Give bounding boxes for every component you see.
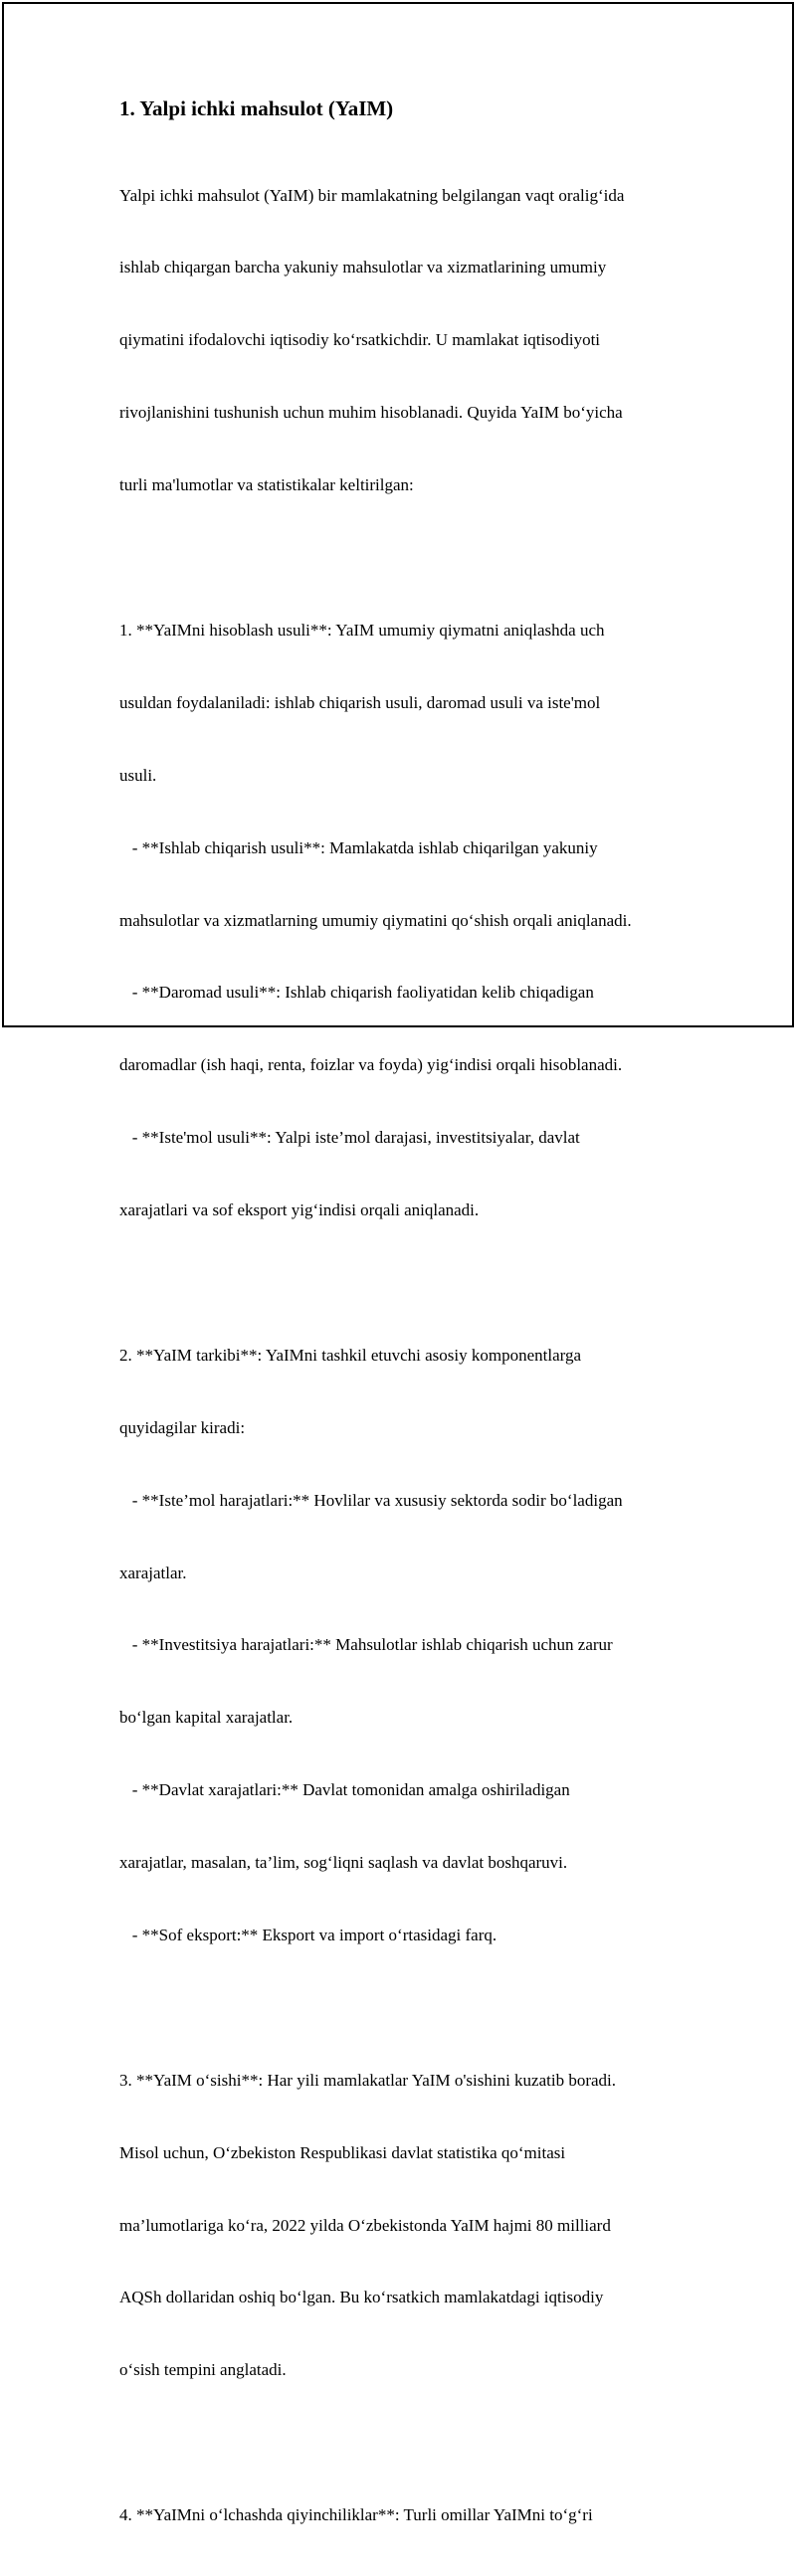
text-line: - **Ishlab chiqarish usuli**: Mamlakatda ishlab chiqarilgan yakuniy (119, 837, 598, 857)
blank-line (119, 2431, 687, 2455)
text-line: quyidagilar kiradi: (119, 1417, 246, 1437)
text-line: mahsulotlar va xizmatlarning umumiy qiymatini qo‘shish orqali aniqlanadi. (119, 910, 632, 930)
text-line: 3. **YaIM o‘sishi**: Har yili mamlakatlar YaIM o'sishini kuzatib boradi. (119, 2070, 617, 2090)
text-line: Yalpi ichki mahsulot (YaIM) bir mamlakatning belgilangan vaqt oralig‘ida (119, 185, 625, 205)
text-line: - **Daromad usuli**: Ishlab chiqarish faoliyatidan kelib chiqadigan (119, 983, 594, 1003)
text-line: qiymatini ifodalovchi iqtisodiy ko‘rsatkichdir. U mamlakat iqtisodiyoti (119, 330, 601, 350)
section-heading: 1. Yalpi ichki mahsulot (YaIM) (119, 96, 394, 120)
text-line: 2. **YaIM tarkibi**: YaIMni tashkil etuvchi asosiy komponentlarga (119, 1345, 582, 1365)
text-line: - **Iste’mol harajatlari:** Hovlilar va xususiy sektorda sodir bo‘ladigan (119, 1490, 623, 1510)
text-line: o‘sish tempini anglatadi. (119, 2360, 287, 2380)
blank-line (119, 546, 687, 570)
text-line: xarajatlari va sof eksport yig‘indisi orqali aniqlanadi. (119, 1200, 480, 1220)
text-line: xarajatlar. (119, 1563, 187, 1582)
text-line: turli ma'lumotlar va statistikalar keltirilgan: (119, 475, 414, 495)
text-line: usuli. (119, 765, 157, 785)
document-content (119, 95, 687, 2576)
text-line: daromadlar (ish haqi, renta, foizlar va foyda) yig‘indisi orqali hisoblanadi. (119, 1055, 623, 1075)
blank-line (119, 1271, 687, 1295)
text-line: 4. **YaIMni o‘lchashda qiyinchiliklar**: Turli omillar YaIMni to‘g‘ri (119, 2505, 593, 2525)
body-text (119, 135, 687, 2576)
text-line: rivojlanishini tushunish uchun muhim hisoblanadi. Quyida YaIM bo‘yicha (119, 403, 623, 423)
text-line: - **Iste'mol usuli**: Yalpi iste’mol darajasi, investitsiyalar, davlat (119, 1128, 580, 1148)
text-line: bo‘lgan kapital xarajatlar. (119, 1708, 294, 1728)
text-line: usuldan foydalaniladi: ishlab chiqarish usuli, daromad usuli va iste'mol (119, 692, 601, 712)
text-line: - **Davlat xarajatlari:** Davlat tomonidan amalga oshiriladigan (119, 1780, 570, 1800)
blank-line (119, 1996, 687, 2020)
document-page (2, 2, 794, 2525)
text-line: Misol uchun, O‘zbekiston Respublikasi davlat statistika qo‘mitasi (119, 2142, 566, 2162)
text-line: AQSh dollaridan oshiq bo‘lgan. Bu ko‘rsatkich mamlakatdagi iqtisodiy (119, 2288, 604, 2307)
text-line: ma’lumotlariga ko‘ra, 2022 yilda O‘zbekistonda YaIM hajmi 80 milliard (119, 2215, 611, 2235)
text-line: 1. **YaIMni hisoblash usuli**: YaIM umumiy qiymatni aniqlashda uch (119, 620, 605, 640)
text-line: xarajatlar, masalan, ta’lim, sog‘liqni saqlash va davlat boshqaruvi. (119, 1853, 568, 1873)
text-line: - **Investitsiya harajatlari:** Mahsulotlar ishlab chiqarish uchun zarur (119, 1635, 613, 1655)
text-line: - **Sof eksport:** Eksport va import o‘rtasidagi farq. (119, 1925, 498, 1944)
text-line: ishlab chiqargan barcha yakuniy mahsulotlar va xizmatlarining umumiy (119, 258, 607, 277)
